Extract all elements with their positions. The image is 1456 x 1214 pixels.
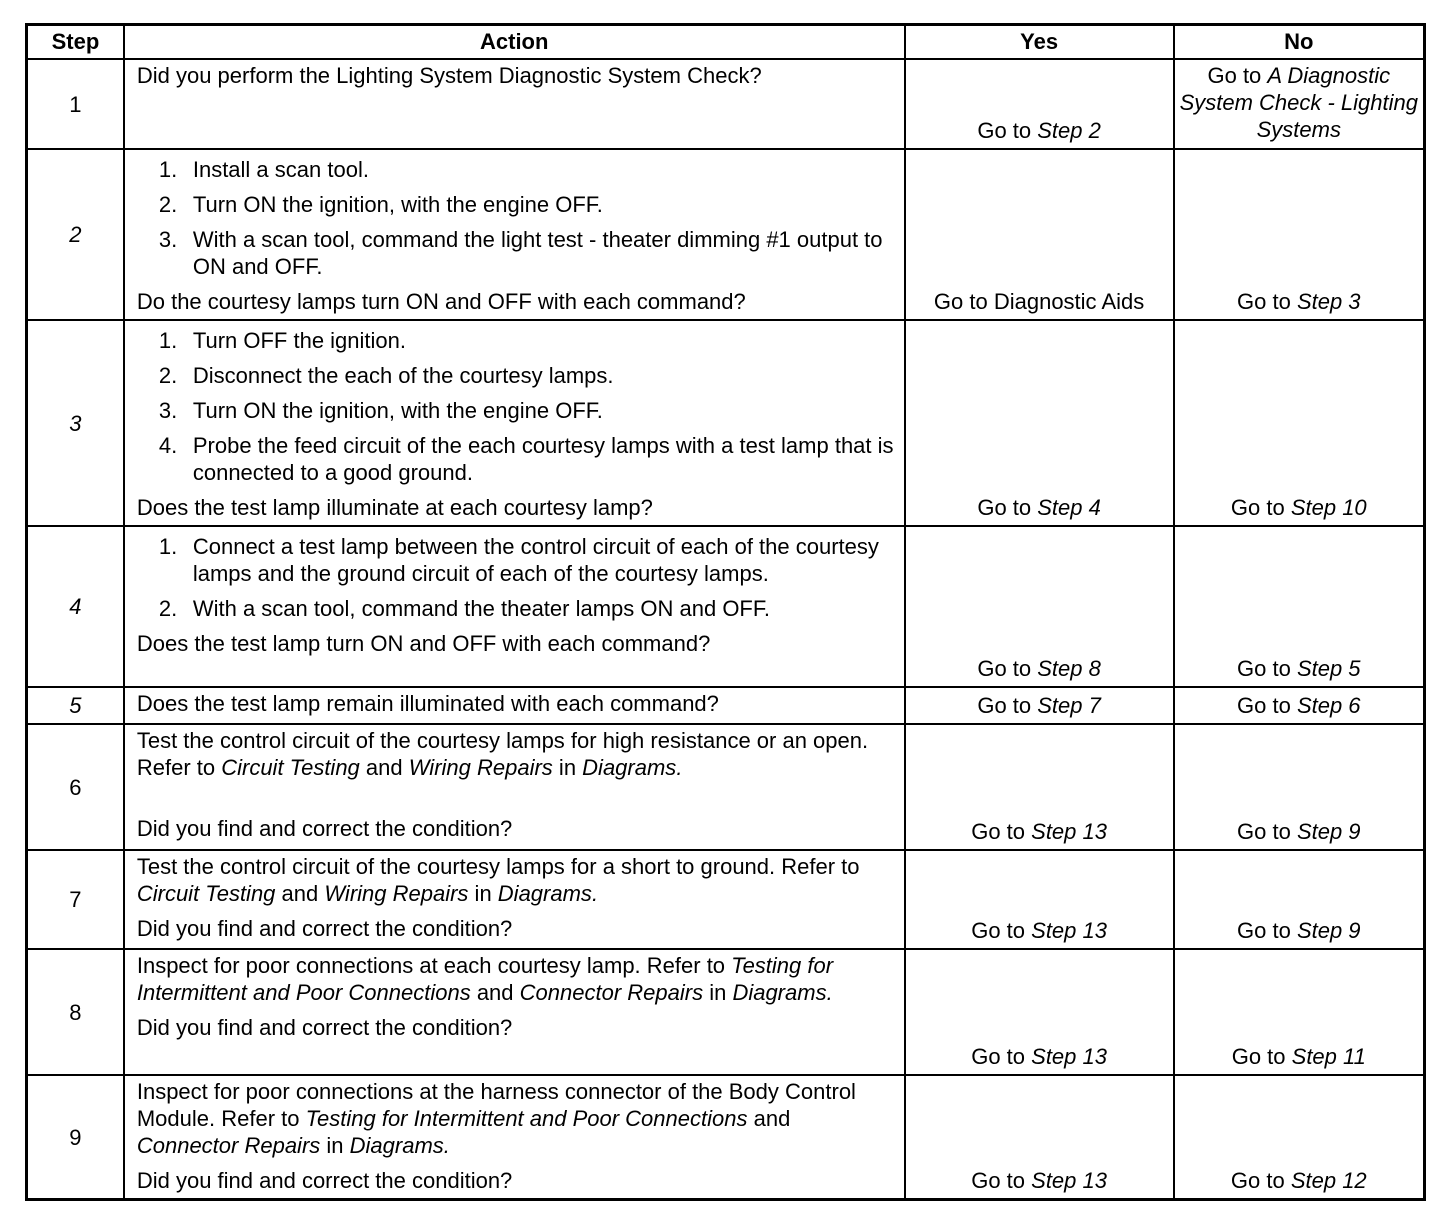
no-step-ref: Step 10 (1290, 495, 1367, 520)
question: Did you find and correct the condition? (136, 1168, 513, 1193)
yes-prefix: Go to (977, 656, 1038, 681)
no-cell (1174, 59, 1425, 149)
question: Does the test lamp turn ON and OFF with each command? (136, 631, 711, 656)
instruction: Test the control circuit of the courtesy lamps for high resistance or an open. Refer to Circuit Testing and Wiring Repairs in Diagrams. (136, 728, 869, 780)
instruction: Inspect for poor connections at the harness connector of the Body Control Module. Refer to Testing for Intermittent and Poor Connections and Connector Repairs in Diagrams. (136, 1079, 856, 1158)
yes-prefix: Go to (977, 495, 1038, 520)
no-cell (1174, 149, 1425, 320)
no-cell (1174, 526, 1425, 687)
yes-cell (905, 687, 1174, 724)
no-prefix: Go to (1231, 1044, 1292, 1069)
step-number: 5 (27, 687, 124, 724)
yes-cell (905, 526, 1174, 687)
substep: 4. Probe the feed circuit of the each courtesy lamps with a test lamp that is connected to a good ground. (158, 433, 894, 485)
yes-step-ref: Step 8 (1037, 656, 1101, 681)
yes-step-ref: Step 13 (1031, 1168, 1107, 1193)
no-prefix: Go to (1237, 819, 1297, 844)
action-cell (124, 320, 905, 526)
step-number: 4 (27, 526, 124, 687)
step-number: 6 (27, 724, 124, 850)
no-step-ref: Step 6 (1296, 693, 1361, 718)
yes-cell (905, 1075, 1174, 1200)
yes-prefix: Go to (977, 118, 1038, 143)
action-cell (124, 1075, 905, 1200)
yes-prefix: Go to (977, 693, 1038, 718)
yes-cell: Go to Diagnostic Aids (905, 149, 1174, 320)
table-row (27, 949, 1425, 1075)
no-prefix: Go to (1207, 63, 1268, 88)
yes-cell (905, 320, 1174, 526)
step-number: 7 (27, 850, 124, 949)
diagnostic-table (25, 23, 1426, 1201)
header-yes: Yes (905, 25, 1174, 60)
action-cell (124, 687, 905, 724)
no-cell (1174, 724, 1425, 850)
substep-list (137, 327, 894, 486)
no-prefix: Go to (1237, 289, 1297, 314)
table-row (27, 687, 1425, 724)
question: Do the courtesy lamps turn ON and OFF with each command? (136, 289, 746, 314)
no-cell (1174, 949, 1425, 1075)
substep: 2. With a scan tool, command the theater lamps ON and OFF. (158, 596, 770, 621)
step-number: 9 (27, 1075, 124, 1200)
yes-prefix: Go to (971, 1168, 1032, 1193)
yes-prefix: Go to (971, 819, 1032, 844)
action-cell (124, 724, 905, 850)
table-row (27, 59, 1425, 149)
no-step-ref: A Diagnostic System Check - Lighting Systems (1179, 63, 1418, 142)
yes-step-ref: Step 13 (1031, 819, 1107, 844)
no-step-ref: Step 5 (1296, 656, 1361, 681)
step-number: 8 (27, 949, 124, 1075)
question: Did you perform the Lighting System Diagnostic System Check? (136, 63, 762, 88)
substep: 1. Connect a test lamp between the control circuit of each of the courtesy lamps and the ground circuit of each of the courtesy lamps. (158, 534, 879, 586)
table-row (27, 320, 1425, 526)
no-prefix: Go to (1237, 693, 1297, 718)
substep-list (137, 156, 894, 280)
step-number: 3 (27, 320, 124, 526)
table-row (27, 526, 1425, 687)
step-number: 1 (27, 59, 124, 149)
no-step-ref: Step 9 (1296, 918, 1361, 943)
yes-step-ref: Step 13 (1031, 1044, 1107, 1069)
table-row (27, 149, 1425, 320)
question: Does the test lamp remain illuminated with each command? (136, 691, 719, 716)
no-cell (1174, 850, 1425, 949)
yes-cell (905, 724, 1174, 850)
instruction: Test the control circuit of the courtesy lamps for a short to ground. Refer to Circuit Testing and Wiring Repairs in Diagrams. (136, 854, 860, 906)
action-cell (124, 526, 905, 687)
question: Did you find and correct the condition? (136, 916, 513, 941)
question: Does the test lamp illuminate at each courtesy lamp? (136, 495, 653, 520)
yes-step-ref: Step 2 (1037, 118, 1101, 143)
no-prefix: Go to (1237, 918, 1297, 943)
no-step-ref: Step 11 (1291, 1044, 1366, 1069)
substep: 1. Install a scan tool. (158, 157, 369, 182)
no-prefix: Go to (1237, 656, 1297, 681)
no-cell (1174, 320, 1425, 526)
question: Did you find and correct the condition? (136, 1015, 513, 1040)
action-cell (124, 59, 905, 149)
table-row (27, 724, 1425, 850)
substep: 3. With a scan tool, command the light test - theater dimming #1 output to ON and OFF. (158, 227, 883, 279)
header-action: Action (124, 25, 905, 60)
question: Did you find and correct the condition? (136, 816, 513, 841)
no-prefix: Go to (1230, 495, 1291, 520)
yes-cell (905, 949, 1174, 1075)
yes-step-ref: Step 4 (1037, 495, 1101, 520)
instruction: Inspect for poor connections at each courtesy lamp. Refer to Testing for Intermittent and Poor Connections and Connector Repairs in Diagrams. (136, 953, 834, 1005)
substep: 2. Turn ON the ignition, with the engine OFF. (158, 192, 603, 217)
table-row (27, 1075, 1425, 1200)
step-number: 2 (27, 149, 124, 320)
header-no: No (1174, 25, 1425, 60)
header-row (27, 25, 1425, 60)
no-step-ref: Step 12 (1290, 1168, 1367, 1193)
action-cell (124, 149, 905, 320)
yes-step-ref: Step 13 (1031, 918, 1107, 943)
no-step-ref: Step 3 (1296, 289, 1361, 314)
no-cell (1174, 1075, 1425, 1200)
header-step: Step (27, 25, 124, 60)
table-row (27, 850, 1425, 949)
no-prefix: Go to (1230, 1168, 1291, 1193)
action-cell (124, 949, 905, 1075)
substep: 2. Disconnect the each of the courtesy lamps. (158, 363, 614, 388)
substep: 3. Turn ON the ignition, with the engine OFF. (158, 398, 603, 423)
yes-cell (905, 59, 1174, 149)
yes-cell (905, 850, 1174, 949)
yes-prefix: Go to (971, 918, 1032, 943)
substep-list (137, 533, 894, 622)
no-cell (1174, 687, 1425, 724)
yes-prefix: Go to (971, 1044, 1032, 1069)
yes-step-ref: Step 7 (1037, 693, 1101, 718)
action-cell (124, 850, 905, 949)
no-step-ref: Step 9 (1296, 819, 1361, 844)
substep: 1. Turn OFF the ignition. (158, 328, 407, 353)
